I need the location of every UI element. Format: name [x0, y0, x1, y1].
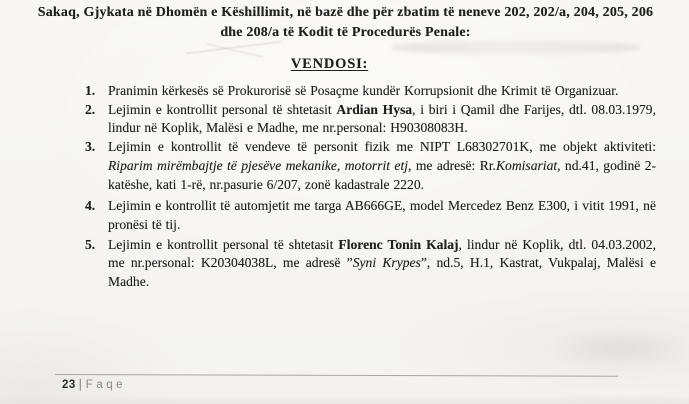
- item-number: 1.: [85, 83, 96, 98]
- list-item: [85, 138, 656, 194]
- decision-list: [85, 82, 656, 292]
- item-text: Lejimin e kontrollit të vendeve të personit fizik me NIPT L68302701K, me objekt aktiviteti: Riparim mirëmbajtje të pjesëve mekanike, motorrit etj, me adresë: Rr.Komisariat, nd.41, godinë 2-katëshe, kati 1-rë, nr.pasurie 6/207, zonë kadastrale 2220.: [108, 139, 657, 192]
- decision-heading: VENDOSI:: [290, 56, 369, 72]
- footer-label: Faqe: [85, 379, 127, 391]
- item-number: 5.: [85, 236, 96, 252]
- item-number: 2.: [85, 101, 96, 117]
- item-number: 4.: [85, 198, 96, 214]
- scan-edge-band: [0, 395, 689, 404]
- page-number: 23: [62, 379, 76, 391]
- list-item: [85, 101, 656, 138]
- scan-crease-artifact: [186, 41, 281, 54]
- item-text: Lejimin e kontrollit personal të shtetasit Florenc Tonin Kalaj, lindur në Koplik, dtl. 04.03.2002, me nr.personal: K20304038L, me adresë ”Syni Krypes”, nd.5, H.1, Kastrat, Vukpalaj, Malësi e Madhe.: [108, 236, 656, 290]
- item-text: Lejimin e kontrollit personal të shtetasit Ardian Hysa, i biri i Qamil dhe Farijes, dtl. 08.03.1979, lindur në Koplik, Malësi e Madhe, me nr.personal: H90308083H.: [108, 101, 656, 136]
- footer-divider: [55, 374, 618, 377]
- list-item: [85, 236, 656, 292]
- document-header: Sakaq, Gjykata në Dhomën e Këshillimit, në bazë dhe për zbatim të neneve 202, 202/a, 204, 205, 206 dhe 208/a të Kodit të Procedurës Penale:: [37, 5, 654, 40]
- list-item: [85, 197, 656, 234]
- item-number: 3.: [85, 139, 96, 155]
- page-footer: [62, 379, 126, 391]
- item-text: Lejimin e kontrollit të automjetit me targa AB666GE, model Mercedez Benz E300, i vitit 1991, në pronësi të tij.: [108, 198, 656, 232]
- list-item: [85, 82, 656, 101]
- item-text: Pranimin kërkesës së Prokurorisë së Posaçme kundër Korrupsionit dhe Krimit të Organizuar.: [108, 83, 619, 98]
- footer-separator: |: [78, 379, 82, 391]
- scan-shadow-artifact: [545, 328, 689, 370]
